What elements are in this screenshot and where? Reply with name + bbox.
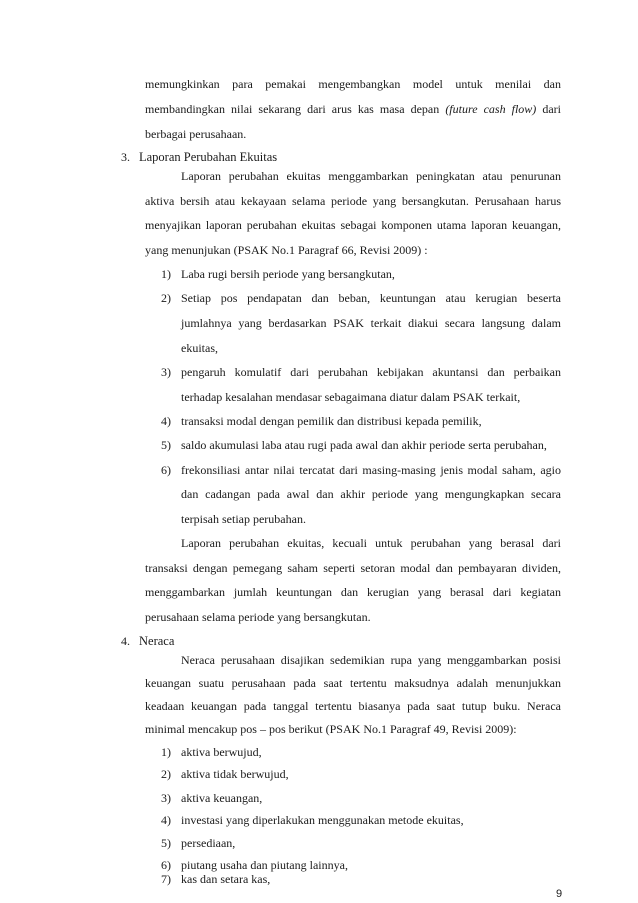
continuation-line-3: berbagai perusahaan.	[145, 127, 247, 141]
section-4-para-line: keuangan suatu perusahaan pada saat tertentu maksudnya adalah menunjukkan	[145, 676, 561, 691]
list-item-text: kas dan setara kas,	[181, 872, 271, 886]
list-item-text: Laba rugi bersih periode yang bersangkutan,	[181, 267, 395, 281]
section-4-para-line: Neraca perusahaan disajikan sedemikian rupa yang menggambarkan posisi	[181, 652, 561, 667]
list-item-text: transaksi modal dengan pemilik dan distribusi kepada pemilik,	[181, 414, 482, 428]
section-4-para-line: minimal mencakup pos – pos berikut (PSAK No.1 Paragraf 49, Revisi 2009):	[145, 722, 517, 737]
list-item-number: 2)	[161, 767, 171, 782]
list-item-number: 7)	[161, 872, 171, 886]
list-item-number: 3)	[161, 365, 171, 379]
list-item-number: 1)	[161, 744, 171, 759]
continuation-text: membandingkan nilai sekarang dari arus kas masa depan	[145, 102, 446, 116]
list-item-number: 6)	[161, 858, 171, 872]
section-3-number: 3.	[121, 150, 130, 164]
list-item-number: 2)	[161, 291, 171, 305]
section-3-para2-line: transaksi dengan pemegang saham seperti setoran modal dan pembayaran dividen,	[145, 561, 561, 575]
list-item-number: 1)	[161, 267, 171, 281]
list-item-text: frekonsiliasi antar nilai tercatat dari masing-masing jenis modal saham, agio	[181, 463, 561, 477]
list-item-number: 4)	[161, 813, 171, 827]
section-3-para2-line: Laporan perubahan ekuitas, kecuali untuk perubahan yang berasal dari	[181, 536, 561, 550]
list-item-text: persediaan,	[181, 835, 236, 850]
section-4-title: Neraca	[139, 634, 175, 648]
list-item-number: 5)	[161, 835, 171, 850]
list-item-text: aktiva keuangan,	[181, 790, 263, 805]
section-3-para-line: menyajikan laporan perubahan ekuitas sebagai komponen utama laporan keuangan,	[145, 218, 561, 232]
list-item-text: investasi yang diperlakukan menggunakan metode ekuitas,	[181, 813, 464, 827]
section-3-para-line: yang menunjukan (PSAK No.1 Paragraf 66, Revisi 2009) :	[145, 243, 428, 257]
list-item-number: 5)	[161, 438, 171, 452]
list-item-text: aktiva tidak berwujud,	[181, 767, 289, 782]
section-3-para-line: aktiva bersih atau kekayaan selama periode yang bersangkutan. Perusahaan harus	[145, 194, 561, 208]
list-item-text: aktiva berwujud,	[181, 744, 262, 759]
section-3-para-line: Laporan perubahan ekuitas menggambarkan peningkatan atau penurunan	[181, 169, 561, 183]
section-3-para2-line: perusahaan selama periode yang bersangkutan.	[145, 610, 371, 624]
section-4-para-line: keadaan keuangan pada tanggal tertentu biasanya pada saat tutup buku. Neraca	[145, 698, 561, 713]
section-3-title: Laporan Perubahan Ekuitas	[139, 150, 278, 164]
italic-term: (future cash flow)	[445, 102, 537, 116]
section-3-para2-line: menggambarkan jumlah keuntungan dan kerugian yang berasal dari kegiatan	[145, 585, 561, 599]
list-item-text: terhadap kesalahan mendasar sebagaimana diatur dalam PSAK terkait,	[181, 390, 521, 404]
list-item-text: piutang usaha dan piutang lainnya,	[181, 858, 348, 872]
list-item-text: jumlahnya yang berdasarkan PSAK terkait diakui secara langsung dalam	[181, 316, 561, 330]
list-item-number: 3)	[161, 790, 171, 805]
list-item-text: dan cadangan pada awal dan akhir periode yang mengungkapkan secara	[181, 487, 561, 501]
list-item-number: 6)	[161, 463, 171, 477]
list-item-text: terpisah setiap perubahan.	[181, 512, 306, 526]
list-item-text: saldo akumulasi laba atau rugi pada awal dan akhir periode serta perubahan,	[181, 438, 547, 452]
continuation-text: dari	[536, 102, 562, 116]
page-number: 9	[556, 888, 563, 900]
list-item-text: pengaruh komulatif dari perubahan kebijakan akuntansi dan perbaikan	[181, 365, 561, 379]
list-item-text: ekuitas,	[181, 341, 218, 355]
section-4-number: 4.	[121, 634, 130, 648]
list-item-text: Setiap pos pendapatan dan beban, keuntungan atau kerugian beserta	[181, 291, 561, 305]
list-item-number: 4)	[161, 414, 171, 428]
continuation-line-2	[145, 102, 561, 116]
continuation-line-1: memungkinkan para pemakai mengembangkan model untuk menilai dan	[145, 77, 561, 91]
